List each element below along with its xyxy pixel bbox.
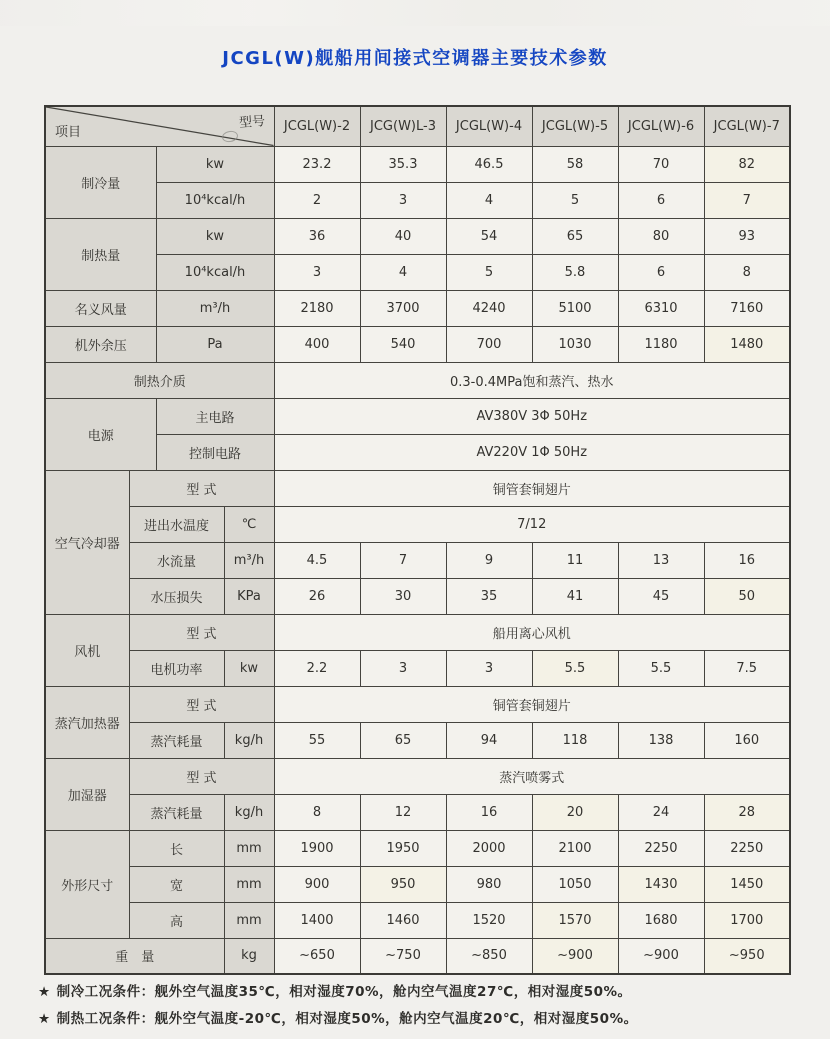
data-cell: 4	[360, 254, 446, 290]
row-label-type: 型 式	[129, 686, 274, 722]
unit-cell: kw	[224, 650, 274, 686]
data-cell: 1700	[704, 902, 790, 938]
data-cell: 12	[360, 794, 446, 830]
data-cell: 7.5	[704, 650, 790, 686]
data-cell: 7	[360, 542, 446, 578]
data-cell: 4240	[446, 290, 532, 326]
merged-value-cell: 铜管套铜翅片	[274, 686, 790, 722]
data-cell: 700	[446, 326, 532, 362]
data-cell: 35.3	[360, 146, 446, 182]
unit-cell: m³/h	[224, 542, 274, 578]
model-header: JCGL(W)-5	[532, 106, 618, 146]
data-cell: 6310	[618, 290, 704, 326]
data-cell: ~650	[274, 938, 360, 974]
data-cell: 70	[618, 146, 704, 182]
data-cell: ~850	[446, 938, 532, 974]
row-label-height: 高	[129, 902, 224, 938]
row-cooling-kcal	[45, 182, 790, 218]
group-label-air-cooler: 空气冷却器	[45, 470, 129, 614]
spec-table	[44, 105, 791, 975]
unit-cell: m³/h	[156, 290, 274, 326]
data-cell: 540	[360, 326, 446, 362]
data-cell: 1460	[360, 902, 446, 938]
data-cell: 138	[618, 722, 704, 758]
row-static-pressure	[45, 326, 790, 362]
row-label-width: 宽	[129, 866, 224, 902]
corner-model-label: 型号	[239, 114, 267, 131]
data-cell: ~900	[618, 938, 704, 974]
data-cell: 980	[446, 866, 532, 902]
unit-cell: kw	[156, 218, 274, 254]
row-height	[45, 902, 790, 938]
merged-value-cell: 铜管套铜翅片	[274, 470, 790, 506]
data-cell: 900	[274, 866, 360, 902]
data-cell: 950	[360, 866, 446, 902]
data-cell: 20	[532, 794, 618, 830]
data-cell: 3	[274, 254, 360, 290]
model-header: JCGL(W)-2	[274, 106, 360, 146]
data-cell: 400	[274, 326, 360, 362]
data-cell: 5	[446, 254, 532, 290]
unit-cell: 10⁴kcal/h	[156, 182, 274, 218]
data-cell: 2000	[446, 830, 532, 866]
data-cell: 6	[618, 182, 704, 218]
model-header: JCG(W)L-3	[360, 106, 446, 146]
group-label-heating: 制热量	[45, 218, 156, 290]
row-label-type: 型 式	[129, 614, 274, 650]
data-cell: 35	[446, 578, 532, 614]
row-airflow	[45, 290, 790, 326]
row-steam-heater-type	[45, 686, 790, 722]
row-label-steam-consumption: 蒸汽耗量	[129, 794, 224, 830]
page-title: JCGL(W)舰船用间接式空调器主要技术参数	[222, 48, 608, 69]
row-motor-power	[45, 650, 790, 686]
footnote-text: 制冷工况条件：舰外空气温度35℃，相对湿度70%，舱内空气温度27℃，相对湿度50%。	[56, 984, 632, 1000]
data-cell: 1680	[618, 902, 704, 938]
data-cell: 1900	[274, 830, 360, 866]
data-cell: 1520	[446, 902, 532, 938]
unit-cell: Pa	[156, 326, 274, 362]
star-icon: ★	[38, 1011, 51, 1027]
data-cell: 11	[532, 542, 618, 578]
data-cell: 2250	[704, 830, 790, 866]
model-header: JCGL(W)-6	[618, 106, 704, 146]
unit-cell: kg	[224, 938, 274, 974]
merged-value-cell: AV380V 3Φ 50Hz	[274, 398, 790, 434]
unit-cell: kw	[156, 146, 274, 182]
data-cell: 26	[274, 578, 360, 614]
row-width	[45, 866, 790, 902]
unit-cell: 10⁴kcal/h	[156, 254, 274, 290]
group-label-dimensions: 外形尺寸	[45, 830, 129, 938]
row-label-main-circuit: 主电路	[156, 398, 274, 434]
data-cell: 36	[274, 218, 360, 254]
data-cell: ~950	[704, 938, 790, 974]
row-label-water-flow: 水流量	[129, 542, 224, 578]
header-row	[45, 106, 790, 146]
row-humidifier-type	[45, 758, 790, 794]
row-label-type: 型 式	[129, 470, 274, 506]
data-cell: 1950	[360, 830, 446, 866]
row-label-type: 型 式	[129, 758, 274, 794]
data-cell: 65	[532, 218, 618, 254]
data-cell: 28	[704, 794, 790, 830]
data-cell: 5	[532, 182, 618, 218]
data-cell: 4	[446, 182, 532, 218]
data-cell: 5.8	[532, 254, 618, 290]
data-cell: 16	[704, 542, 790, 578]
star-icon: ★	[38, 984, 51, 1000]
row-cooling-kw	[45, 146, 790, 182]
unit-cell: ℃	[224, 506, 274, 542]
unit-cell: kg/h	[224, 794, 274, 830]
footnotes	[38, 979, 808, 1033]
data-cell: 82	[704, 146, 790, 182]
row-label-steam-consumption: 蒸汽耗量	[129, 722, 224, 758]
data-cell: 80	[618, 218, 704, 254]
data-cell: 1430	[618, 866, 704, 902]
data-cell: 6	[618, 254, 704, 290]
data-cell: 160	[704, 722, 790, 758]
row-steam-heater-consumption	[45, 722, 790, 758]
row-weight	[45, 938, 790, 974]
row-label-pressure-loss: 水压损失	[129, 578, 224, 614]
row-label-weight: 重 量	[45, 938, 224, 974]
data-cell: 65	[360, 722, 446, 758]
data-cell: ~900	[532, 938, 618, 974]
data-cell: 8	[274, 794, 360, 830]
data-cell: 13	[618, 542, 704, 578]
data-cell: 1030	[532, 326, 618, 362]
row-label-airflow: 名义风量	[45, 290, 156, 326]
data-cell: 94	[446, 722, 532, 758]
unit-cell: mm	[224, 830, 274, 866]
data-cell: 46.5	[446, 146, 532, 182]
merged-value-cell: 蒸汽喷雾式	[274, 758, 790, 794]
data-cell: 16	[446, 794, 532, 830]
data-cell: 4.5	[274, 542, 360, 578]
corner-item-label: 项目	[55, 124, 82, 140]
row-fan-type	[45, 614, 790, 650]
model-header: JCGL(W)-4	[446, 106, 532, 146]
footnote-heating-conditions	[38, 1006, 808, 1033]
row-water-temp	[45, 506, 790, 542]
row-label-control-circuit: 控制电路	[156, 434, 274, 470]
data-cell: 1570	[532, 902, 618, 938]
row-humidifier-consumption	[45, 794, 790, 830]
data-cell: 58	[532, 146, 618, 182]
row-label-heating-medium: 制热介质	[45, 362, 274, 398]
footnote-text: 制热工况条件：舰外空气温度-20℃，相对湿度50%，舱内空气温度20℃，相对湿度50%。	[56, 1011, 638, 1027]
data-cell: 50	[704, 578, 790, 614]
data-cell: 7160	[704, 290, 790, 326]
group-label-steam-heater: 蒸汽加热器	[45, 686, 129, 758]
data-cell: 118	[532, 722, 618, 758]
row-air-cooler-type	[45, 470, 790, 506]
data-cell: 9	[446, 542, 532, 578]
data-cell: 93	[704, 218, 790, 254]
data-cell: ~750	[360, 938, 446, 974]
row-label-water-temp: 进出水温度	[129, 506, 224, 542]
data-cell: 8	[704, 254, 790, 290]
row-power-control	[45, 434, 790, 470]
data-cell: 1450	[704, 866, 790, 902]
group-label-cooling: 制冷量	[45, 146, 156, 218]
data-cell: 1400	[274, 902, 360, 938]
data-cell: 1180	[618, 326, 704, 362]
data-cell: 3	[446, 650, 532, 686]
data-cell: 3	[360, 182, 446, 218]
data-cell: 3700	[360, 290, 446, 326]
data-cell: 24	[618, 794, 704, 830]
row-power-main	[45, 398, 790, 434]
row-heating-kcal	[45, 254, 790, 290]
group-label-power: 电源	[45, 398, 156, 470]
group-label-fan: 风机	[45, 614, 129, 686]
data-cell: 2.2	[274, 650, 360, 686]
data-cell: 41	[532, 578, 618, 614]
data-cell: 5.5	[532, 650, 618, 686]
unit-cell: mm	[224, 866, 274, 902]
merged-value-cell: AV220V 1Φ 50Hz	[274, 434, 790, 470]
data-cell: 55	[274, 722, 360, 758]
data-cell: 2180	[274, 290, 360, 326]
data-cell: 54	[446, 218, 532, 254]
model-header: JCGL(W)-7	[704, 106, 790, 146]
data-cell: 1480	[704, 326, 790, 362]
unit-cell: mm	[224, 902, 274, 938]
merged-value-cell: 7/12	[274, 506, 790, 542]
data-cell: 3	[360, 650, 446, 686]
data-cell: 45	[618, 578, 704, 614]
merged-value-cell: 船用离心风机	[274, 614, 790, 650]
corner-header-cell	[45, 106, 274, 146]
row-heating-kw	[45, 218, 790, 254]
data-cell: 2	[274, 182, 360, 218]
scan-artifact-band	[0, 0, 830, 26]
data-cell: 40	[360, 218, 446, 254]
data-cell: 2250	[618, 830, 704, 866]
unit-cell: KPa	[224, 578, 274, 614]
data-cell: 5.5	[618, 650, 704, 686]
row-label-static-pressure: 机外余压	[45, 326, 156, 362]
data-cell: 23.2	[274, 146, 360, 182]
row-pressure-loss	[45, 578, 790, 614]
unit-cell: kg/h	[224, 722, 274, 758]
data-cell: 1050	[532, 866, 618, 902]
footnote-cooling-conditions	[38, 979, 808, 1006]
data-cell: 2100	[532, 830, 618, 866]
data-cell: 5100	[532, 290, 618, 326]
row-heating-medium	[45, 362, 790, 398]
row-label-motor-power: 电机功率	[129, 650, 224, 686]
row-label-length: 长	[129, 830, 224, 866]
merged-value-cell: 0.3-0.4MPa饱和蒸汽、热水	[274, 362, 790, 398]
row-water-flow	[45, 542, 790, 578]
row-length	[45, 830, 790, 866]
data-cell: 30	[360, 578, 446, 614]
group-label-humidifier: 加湿器	[45, 758, 129, 830]
data-cell: 7	[704, 182, 790, 218]
